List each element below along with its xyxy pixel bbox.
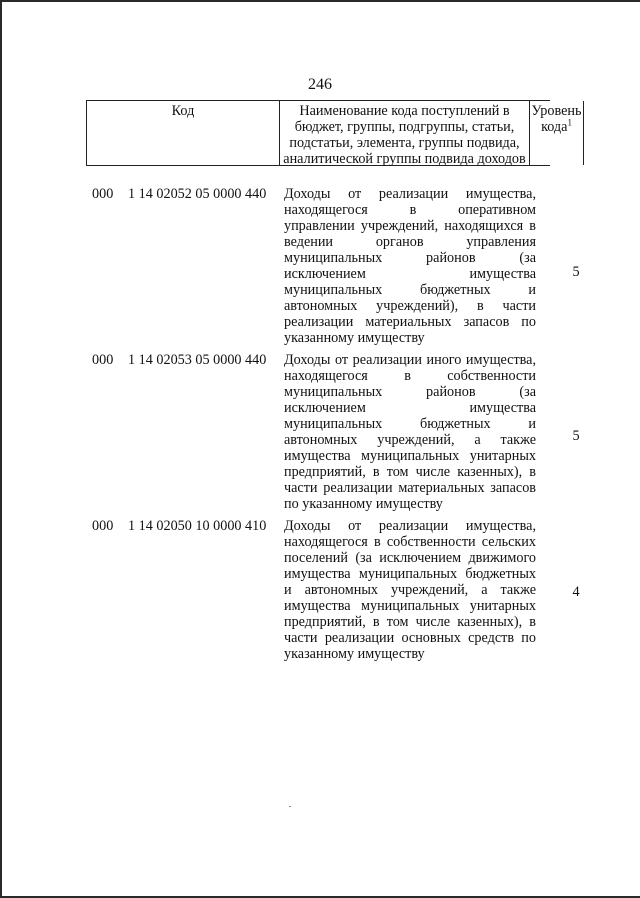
description-line: автономных учреждений, а также — [284, 432, 536, 448]
description-line: имущества муниципальных бюджетных — [284, 566, 536, 582]
description-line: имущества муниципальных унитарных — [284, 598, 536, 614]
description-line: указанному имуществу — [284, 646, 425, 662]
description-line: указанному имуществу — [284, 330, 425, 346]
page-number: 246 — [308, 76, 332, 93]
revenue-code: 1 14 02052 05 0000 440 — [128, 186, 267, 202]
description-line: части реализации основных средств по — [284, 630, 536, 646]
description-line: части реализации материальных запасов — [284, 480, 536, 496]
description-line: муниципальных бюджетных и — [284, 416, 536, 432]
admin-code: 000 — [92, 352, 114, 368]
description-line: управлении учреждений, находящихся в — [284, 218, 536, 234]
footnote-marker: 1 — [567, 117, 572, 128]
header-code-cell — [86, 101, 280, 165]
description-line: муниципальных районов (за — [284, 384, 536, 400]
description-line: Доходы от реализации имущества, — [284, 518, 536, 534]
description-line: поселений (за исключением движимого — [284, 550, 536, 566]
description-line: исключением имущества — [284, 400, 536, 416]
revenue-description — [284, 352, 536, 512]
header-level-line: Уровень — [531, 103, 582, 119]
header-level-line: кода$^1$ — [541, 117, 572, 135]
revenue-description — [284, 518, 536, 662]
header-name-line: подстатьи, элемента, группы подвида, — [289, 135, 520, 151]
description-line: находящегося в собственности сельских — [284, 534, 536, 550]
description-line: реализации материальных запасов по — [284, 314, 536, 330]
description-line: находящегося в оперативном — [284, 202, 536, 218]
admin-code: 000 — [92, 518, 114, 534]
level-value: 5 — [572, 428, 580, 444]
description-line: автономных учреждений), в части — [284, 298, 536, 314]
revenue-description — [284, 186, 536, 346]
header-name-line: аналитической группы подвида доходов — [283, 151, 526, 167]
description-line: предприятий, в том числе казенных), в — [284, 614, 536, 630]
description-line: предприятий, в том числе казенных), в — [284, 464, 536, 480]
table-header — [86, 100, 582, 167]
description-line: Доходы от реализации иного имущества, — [284, 352, 536, 368]
description-line: муниципальных районов (за — [284, 250, 536, 266]
description-line: и автономных учреждений, а также — [284, 582, 536, 598]
header-level-cell — [529, 101, 584, 165]
scan-speck — [289, 806, 291, 807]
header-name-cell — [280, 101, 529, 165]
description-line: муниципальных бюджетных и — [284, 282, 536, 298]
description-line: находящегося в собственности — [284, 368, 536, 384]
level-value: 4 — [572, 584, 580, 600]
description-line: исключением имущества — [284, 266, 536, 282]
header-code-label: Код — [171, 103, 195, 119]
description-line: по указанному имуществу — [284, 496, 443, 512]
scan-edge-top — [0, 0, 640, 2]
header-name-line: Наименование кода поступлений в — [299, 103, 510, 119]
description-line: имущества муниципальных унитарных — [284, 448, 536, 464]
admin-code: 000 — [92, 186, 114, 202]
description-line: ведении органов управления — [284, 234, 536, 250]
revenue-code: 1 14 02053 05 0000 440 — [128, 352, 267, 368]
scan-edge-left — [0, 0, 2, 898]
description-line: Доходы от реализации имущества, — [284, 186, 536, 202]
header-name-line: бюджет, группы, подгруппы, статьи, — [294, 119, 515, 135]
level-value: 5 — [572, 264, 580, 280]
revenue-code: 1 14 02050 10 0000 410 — [128, 518, 267, 534]
